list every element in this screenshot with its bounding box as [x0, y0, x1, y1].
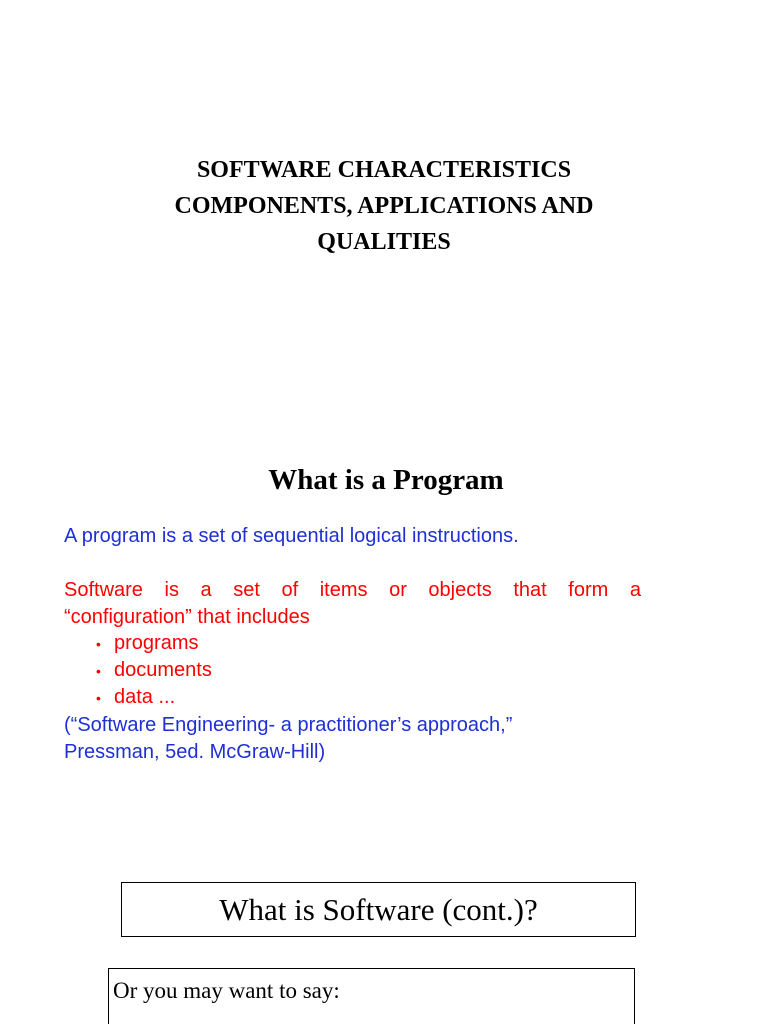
list-item [96, 684, 212, 711]
document-title [0, 152, 768, 260]
citation [64, 712, 512, 766]
title-line-2: COMPONENTS, APPLICATIONS AND [174, 193, 594, 219]
title-line-3: QUALITIES [317, 229, 451, 255]
citation-line-2: Pressman, 5ed. McGraw-Hill) [64, 741, 326, 763]
list-item-label: data ... [114, 686, 176, 708]
software-definition-line-1: Software is a set of items or objects that form a [64, 579, 641, 601]
list-item-label: documents [114, 659, 212, 681]
title-line-1: SOFTWARE CHARACTERISTICS [196, 157, 572, 183]
program-definition: A program is a set of sequential logical instructions. [64, 525, 519, 547]
list-item [96, 657, 212, 684]
list-item [96, 630, 212, 657]
content-box [108, 968, 635, 1024]
bullet-icon: • [96, 690, 101, 706]
section-heading-software-box: What is Software (cont.)? [121, 882, 636, 937]
bullet-icon: • [96, 663, 101, 679]
software-definition-line-2: “configuration” that includes [64, 606, 310, 628]
section-heading-program: What is a Program [268, 464, 504, 496]
citation-line-1: (“Software Engineering- a practitioner’s approach,” [64, 714, 513, 736]
bullet-icon: • [96, 636, 101, 652]
list-item-label: programs [114, 632, 199, 654]
software-items-list [96, 630, 212, 711]
software-definition [64, 577, 641, 631]
content-box-text: Or you may want to say: [113, 978, 340, 1003]
